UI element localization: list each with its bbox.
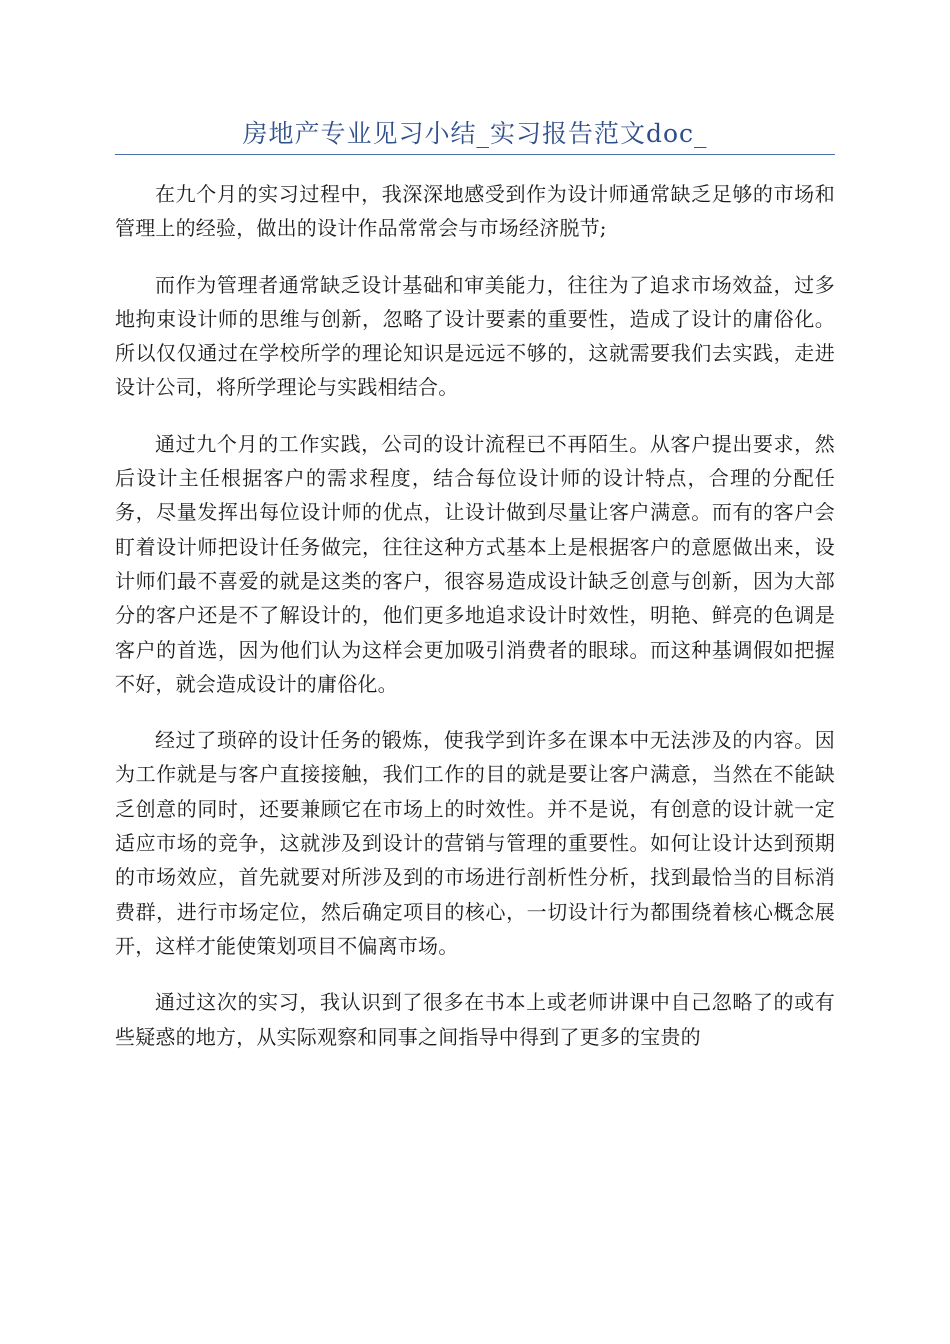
paragraph-5: 通过这次的实习，我认识到了很多在书本上或老师讲课中自己忽略了的或有些疑惑的地方，从实际观察和同事之间指导中得到了更多的宝贵的: [115, 990, 835, 1049]
paragraph-1: 在九个月的实习过程中，我深深地感受到作为设计师通常缺乏足够的市场和管理上的经验，做出的设计作品常常会与市场经济脱节;: [115, 182, 835, 241]
document-title: 房地产专业见习小结_实习报告范文doc_: [242, 119, 708, 148]
paragraph-2: 而作为管理者通常缺乏设计基础和审美能力，往往为了追求市场效益，过多地拘束设计师的思维与创新，忽略了设计要素的重要性，造成了设计的庸俗化。所以仅仅通过在学校所学的理论知识是远远不够的，这就需要我们去实践，走进设计公司，将所学理论与实践相结合。: [115, 272, 835, 400]
document-body: [115, 177, 835, 1076]
paragraph-3: 通过九个月的工作实践，公司的设计流程已不再陌生。从客户提出要求，然后设计主任根据客户的需求程度，结合每位设计师的设计特点，合理的分配任务，尽量发挥出每位设计师的优点，让设计做到尽量让客户满意。而有的客户会盯着设计师把设计任务做完，往往这种方式基本上是根据客户的意愿做出来，设计师们最不喜爱的就是这类的客户，很容易造成设计缺乏创意与创新，因为大部分的客户还是不了解设计的，他们更多地追求设计时效性，明艳、鲜亮的色调是客户的首选，因为他们认为这样会更加吸引消费者的眼球。而这种基调假如把握不好，就会造成设计的庸俗化。: [115, 431, 835, 696]
paragraph-4: 经过了琐碎的设计任务的锻炼，使我学到许多在课本中无法涉及的内容。因为工作就是与客户直接接触，我们工作的目的就是要让客户满意，当然在不能缺乏创意的同时，还要兼顾它在市场上的时效性。并不是说，有创意的设计就一定适应市场的竞争，这就涉及到设计的营销与管理的重要性。如何让设计达到预期的市场效应，首先就要对所涉及到的市场进行剖析性分析，找到最恰当的目标消费群，进行市场定位，然后确定项目的核心，一切设计行为都围绕着核心概念展开，这样才能使策划项目不偏离市场。: [115, 728, 835, 958]
title-underline: [115, 154, 835, 155]
